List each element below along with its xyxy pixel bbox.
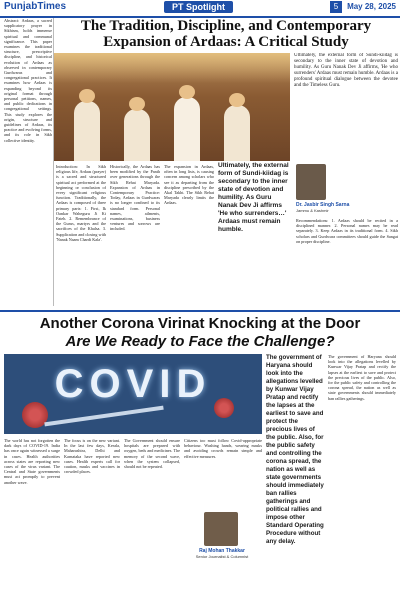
person-figure bbox=[124, 109, 150, 161]
author-photo bbox=[296, 164, 326, 200]
article2-column-1: The world has not forgotten the dark days of COVID-19. India has once again witnessed a surge in cases. Health authorities across states are reporting new cases of the virus variant. The Central and State governments must act promptly to prevent another wave. bbox=[4, 438, 60, 485]
article1-author bbox=[296, 164, 352, 220]
syringe-icon bbox=[44, 406, 163, 427]
article-divider bbox=[0, 310, 400, 312]
masthead: PunjabTimes bbox=[4, 1, 67, 12]
article2-column-4: Citizens too must follow Covid-appropriate behaviour. Washing hands, wearing masks and avoiding crowds remain simple and effective measures. bbox=[184, 438, 262, 459]
light-glow bbox=[54, 53, 290, 83]
author-title: Jammu & Kashmir bbox=[296, 208, 329, 213]
person-head bbox=[179, 85, 195, 99]
article2-column-5: The government of Haryana should look into the allegations levelled by Kunwar Vijay Pratap and rectify the lapses at the earliest to save and protect the precious lives of the public. Also, for the public safety and controlling the corona spread, the nation as well as state governments should immediately ban rallies gatherings. bbox=[328, 354, 396, 401]
article2-headline: Another Corona Virinat Knocking at the Door bbox=[39, 315, 361, 332]
article1-photo bbox=[54, 53, 290, 161]
person-figure bbox=[174, 97, 200, 161]
author-name: Dr. Jasbir Singh Sarna bbox=[296, 202, 350, 208]
page-header bbox=[0, 0, 400, 18]
article1-column-6: Recommendations: 1. Ardaas should be recited in a disciplined manner. 2. Personal names may be read separately. 3. Keep Ardaas in its traditional form. 4. Sikh scholars and Gurdwara committees should guide the Sangat on proper discipline. bbox=[296, 218, 398, 244]
article2-column-2: The focus is on the new variant. In the last few days, Kerala, Maharashtra, Delhi and Karnataka have reported new cases. Health experts call for caution, masks and vaccines in crowded places. bbox=[64, 438, 120, 475]
article2-column-3: The Government should ensure hospitals are prepared with oxygen, beds and medicines. The memory of the second wave, when the system collapsed, should not be repeated. bbox=[124, 438, 180, 470]
article2-pull-quote: The government of Haryana should look into the allegations levelled by Kunwar Vijay Pratap and rectify the lapses at the earliest to save and protect the precious lives of the public. Also, for the public safety and controlling the corona spread, the nation as well as state governments should immediately ban rallies gatherings and political rallies and impose other Standard Operating Procedure without any delay. bbox=[266, 354, 324, 545]
person-figure bbox=[74, 101, 100, 161]
page-number: 5 bbox=[330, 1, 342, 13]
covid-text: COVID bbox=[54, 362, 212, 406]
article1-column-3: Historically, the Ardaas has been modified by the Panth over generations through the Sikh Rehat Maryada. Expansion of Ardaas in Contemporary Practice: Today, Ardaas in Gurdwaras is no longer confined to its standard form. Personal names, ailments, examinations, business ventures and sorrows are included. bbox=[110, 164, 160, 232]
author-name: Raj Mohan Thakkar bbox=[199, 548, 245, 554]
article1-pull-quote: Ultimately, the external form of Sundi-kiidag is secondary to the inner state of devotion and humility. As Guru Nanak Dev Ji affirms 'He who surrenders…' Ardaas must remain humble. bbox=[218, 162, 289, 233]
author-photo bbox=[204, 512, 238, 546]
article2-subheadline: Are We Ready to Face the Challenge? bbox=[65, 333, 335, 350]
person-figure bbox=[224, 105, 250, 161]
article1-column-2: Introduction: In Sikh religious life, Ardaas (prayer) is a sacred and structured spiritual act performed at the beginning or conclusion of every significant religious function. Traditionally, the Ardaas is composed of three primary parts: 1. First, Ik Oankar Waheguru Ji Ki Fateh. 2. Remembrance of the Gurus, martyrs and the sacrifices of the Khalsa. 3. Supplication and closing with 'Nanak Naam Chardi Kala'. bbox=[56, 164, 106, 242]
article1-headline: The Tradition, Discipline, and Contemporary Expansion of Ardaas: A Critical Study bbox=[80, 18, 372, 50]
article1-column-1: Abstract: Ardaas, a sacred supplicatory prayer in Sikhism, holds immense spiritual and communal significance. This paper examines the traditional structure, prescriptive discipline, and historical evolution of Ardaas as observed in contemporary Gurdwaras and congregational practices. It examines how Ardaas is expanding beyond its original format through personal petitions, names, and public dedications in congregational settings. This study explores the origin, structure and guidelines of Ardaas, its practice and evolving forms, and its role in Sikh collective identity. bbox=[4, 18, 52, 143]
person-head bbox=[79, 89, 95, 103]
author-title: Senior Journalist & Columnist bbox=[195, 554, 249, 559]
virus-icon bbox=[214, 398, 234, 418]
publication-date: May 28, 2025 bbox=[347, 2, 396, 11]
person-head bbox=[129, 97, 145, 111]
article2-author bbox=[182, 512, 262, 560]
article2-photo bbox=[4, 354, 262, 434]
article1-column-5: Ultimately, the external form of Sundi-kiidag is secondary to the inner state of devotion and humility. As Guru Nanak Dev Ji affirms, 'He who surrenders' Ardaas must remain humble. Ardaas is a profound spiritual dialogue between the devotee and the Timeless Guru. bbox=[294, 53, 398, 88]
person-head bbox=[229, 93, 245, 107]
section-label: PT Spotlight bbox=[164, 1, 233, 13]
article1-column-4: The expansion in Ardaas, often in long lists, is causing concern among scholars who see it as departing from the discipline prescribed by the Akal Takht. The Sikh Rehat Maryada clearly limits the Ardaas. bbox=[164, 164, 214, 206]
